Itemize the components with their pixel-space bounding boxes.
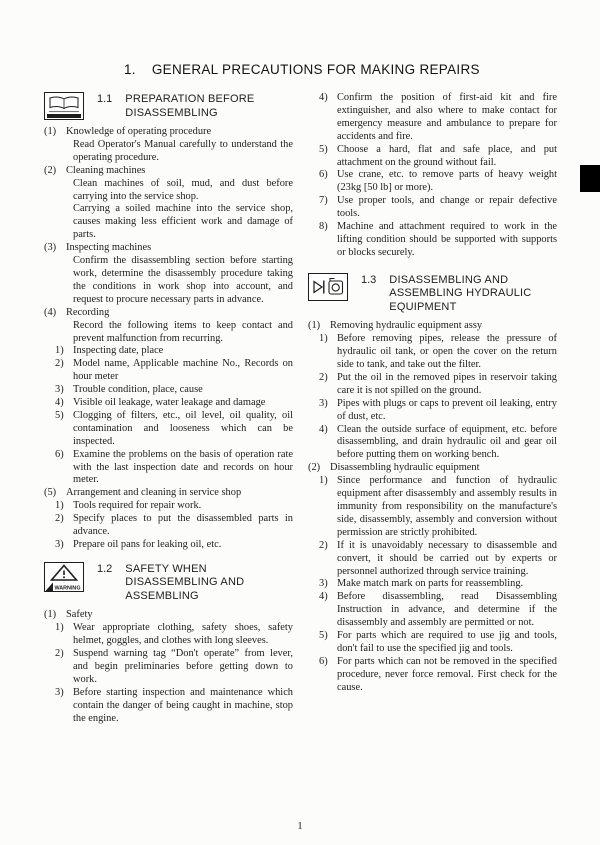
- hydraulic-equipment-icon: [308, 273, 348, 301]
- list-item: [44, 126, 293, 139]
- section-title: [125, 562, 244, 604]
- list-item: [55, 513, 293, 539]
- list-item: [319, 92, 557, 144]
- item-text: Removing hydraulic equipment assy: [330, 320, 483, 332]
- item-marker: 3): [55, 686, 64, 698]
- item-text: Read Operator's Manual carefully to understand the operating procedure.: [73, 138, 293, 163]
- item-marker: 4): [319, 92, 328, 103]
- list-item: [73, 320, 293, 346]
- item-marker: 2): [55, 358, 64, 370]
- warning-triangle-icon: [44, 562, 84, 592]
- column-right: [308, 92, 557, 726]
- item-marker: 6): [319, 655, 328, 667]
- open-book-icon: [44, 92, 84, 120]
- item-marker: (4): [44, 306, 57, 318]
- section-number: 1.1: [97, 93, 113, 105]
- list-item: [55, 687, 293, 726]
- item-text: Before removing pipes, release the pressure of hydraulic oil tank, or open the cover on the return side to tank, and take out the filter.: [337, 333, 557, 370]
- item-marker: (1): [308, 320, 321, 332]
- list-item: [55, 622, 293, 648]
- item-marker: 4): [55, 397, 64, 409]
- list-item: [319, 475, 557, 540]
- list-item: [44, 609, 293, 622]
- item-marker: 6): [55, 448, 64, 460]
- item-marker: 7): [319, 195, 328, 207]
- title-number: 1.: [124, 62, 136, 77]
- section-header-1-3: [308, 273, 557, 315]
- item-marker: 1): [55, 500, 64, 512]
- item-marker: 1): [319, 333, 328, 345]
- item-text: Carrying a soiled machine into the service shop, causes making less efficient work and damage of parts.: [73, 203, 293, 241]
- section-1-1-list: [44, 126, 293, 552]
- item-marker: 3): [55, 539, 64, 550]
- item-text: Confirm the position of first-aid kit and fire extinguisher, and also where to make contact for emergency measure and ambulance to prepare for accidents and fire.: [337, 92, 557, 142]
- item-marker: 4): [319, 591, 328, 603]
- item-marker: 1): [55, 622, 64, 634]
- warning-icon-label: WARNING: [54, 585, 81, 592]
- list-item: [44, 487, 293, 500]
- list-item: [319, 372, 557, 398]
- item-text: Clean machines of soil, mud, and dust before carrying into the service shop.: [73, 177, 293, 202]
- section-title: [389, 273, 531, 315]
- item-text: Before starting inspection and maintenance which contain the danger of being caught in machine, stop the engine.: [73, 686, 293, 724]
- two-column-body: [44, 92, 557, 726]
- list-item: [319, 333, 557, 372]
- item-text: Safety: [66, 609, 93, 621]
- list-item: [44, 165, 293, 178]
- section-1-2-list-left: [44, 609, 293, 725]
- item-marker: 2): [319, 539, 328, 551]
- section-title-line: PREPARATION BEFORE: [125, 93, 255, 105]
- list-item: [55, 648, 293, 687]
- item-text: Pipes with plugs or caps to prevent oil leaking, entry of dust, etc.: [337, 397, 557, 422]
- list-item: [319, 144, 557, 170]
- list-item: [55, 410, 293, 449]
- item-marker: 5): [319, 143, 328, 155]
- item-text: Use crane, etc. to remove parts of heavy weight (23kg [50 lb] or more).: [337, 169, 557, 194]
- item-text: Arrangement and cleaning in service shop: [66, 487, 242, 499]
- item-text: Inspecting date, place: [73, 345, 164, 357]
- list-item: [44, 307, 293, 320]
- item-text: Specify places to put the disassembled parts in advance.: [73, 513, 293, 538]
- list-item: [55, 500, 293, 513]
- item-marker: (3): [44, 242, 57, 254]
- section-title-line: SAFETY WHEN: [125, 562, 207, 575]
- item-text: Wear appropriate clothing, safety shoes, safety helmet, goggles, and clothes with long sleeves.: [73, 622, 293, 647]
- item-text: Visible oil leakage, water leakage and damage: [73, 397, 266, 409]
- item-marker: 2): [55, 648, 64, 660]
- item-text: Trouble condition, place, cause: [73, 384, 203, 396]
- item-marker: 5): [319, 630, 328, 642]
- section-header-1-1: [44, 92, 293, 120]
- item-text: Put the oil in the removed pipes in reservoir taking care it is not spilled on the ground.: [337, 371, 557, 396]
- item-text: Choose a hard, flat and safe place, and put attachment on the ground without fail.: [337, 143, 557, 168]
- list-item: [319, 656, 557, 695]
- item-text: Clean the outside surface of equipment, etc. before disassembling, and drain hydraulic oil and gear oil before putting them on working bench.: [337, 423, 557, 461]
- item-marker: 3): [319, 397, 328, 409]
- list-item: [55, 345, 293, 358]
- item-text: Knowledge of operating procedure: [66, 126, 212, 137]
- list-item: [73, 255, 293, 307]
- list-item: [319, 424, 557, 463]
- list-item: [319, 169, 557, 195]
- item-text: Since performance and function of hydraulic equipment after disassembly and assembly results in immunity from responsibility on the manufacture's side, disassembly, assembly and conversion without permission are strictly prohibited.: [337, 475, 557, 538]
- item-text: Make match mark on parts for reassembling.: [337, 578, 524, 590]
- item-text: Confirm the disassembling section before starting work, determine the disassembly procedure taking the conditions in work shop into account, and request to procure necessary parts in advance.: [73, 255, 293, 305]
- list-item: [55, 397, 293, 410]
- section-number: 1.2: [97, 562, 113, 575]
- item-text: Use proper tools, and change or repair defective tools.: [337, 195, 557, 220]
- section-title-line: ASSEMBLING HYDRAULIC: [389, 287, 532, 300]
- item-text: Before disassembling, read Disassembling Instruction in advance, and determine if the disassembly and assembly are permitted or not.: [337, 591, 557, 629]
- page-number: 1: [297, 821, 303, 832]
- item-text: Record the following items to keep contact and prevent malfunction from recurring.: [73, 319, 293, 344]
- section-title-line: EQUIPMENT: [389, 300, 457, 313]
- item-marker: (5): [44, 487, 57, 499]
- item-text: If it is unavoidably necessary to disassemble and convert, it should be carried out by experts or personnel authorized through service training.: [337, 539, 557, 577]
- item-marker: 3): [319, 578, 328, 590]
- list-item: [308, 320, 557, 333]
- list-item: [73, 139, 293, 165]
- list-item: [319, 398, 557, 424]
- item-text: Machine and attachment required to work in the lifting condition should be supported with supports or blocks securely.: [337, 221, 557, 258]
- item-text: Examine the problems on the basis of operation rate with the last inspection date and records on hour meter.: [73, 448, 293, 486]
- item-text: Prepare oil pans for leaking oil, etc.: [73, 539, 222, 550]
- item-marker: 8): [319, 221, 328, 233]
- page-title: [124, 62, 480, 77]
- item-marker: (1): [44, 609, 57, 621]
- section-title-line: DISASSEMBLING: [125, 106, 218, 119]
- item-text: For parts which are required to use jig and tools, don't fail to use the specified jig and tools.: [337, 630, 557, 654]
- item-text: Cleaning machines: [66, 164, 146, 176]
- item-text: Suspend warning tag “Don't operate” from lever, and begin preliminaries before getting down to work.: [73, 648, 293, 685]
- list-item: [55, 358, 293, 384]
- title-text: GENERAL PRECAUTIONS FOR MAKING REPAIRS: [151, 62, 480, 77]
- item-marker: 1): [319, 475, 328, 487]
- edge-index-tab: [580, 165, 600, 192]
- section-title-line: DISASSEMBLING AND: [125, 576, 245, 589]
- item-text: Inspecting machines: [66, 242, 152, 254]
- section-header-1-2: [44, 562, 293, 604]
- item-text: Model name, Applicable machine No., Records on hour meter: [73, 358, 293, 383]
- item-text: Clogging of filters, etc., oil level, oil quality, oil contamination and looseness which can be inspected.: [73, 409, 293, 447]
- list-item: [319, 195, 557, 221]
- item-marker: 1): [55, 345, 64, 357]
- item-text: Disassembling hydraulic equipment: [330, 462, 480, 474]
- section-title: [125, 92, 254, 120]
- item-marker: 5): [55, 409, 64, 421]
- item-marker: (2): [44, 164, 57, 176]
- list-item: [73, 178, 293, 204]
- list-item: [44, 242, 293, 255]
- item-text: Tools required for repair work.: [73, 500, 202, 512]
- item-marker: 4): [319, 423, 328, 435]
- list-item: [319, 578, 557, 591]
- section-number: 1.3: [361, 273, 377, 286]
- column-left: [44, 92, 293, 726]
- list-item: [73, 203, 293, 242]
- section-title-line: DISASSEMBLING AND: [389, 273, 509, 286]
- item-marker: (2): [308, 462, 321, 474]
- item-marker: 6): [319, 169, 328, 181]
- list-item: [319, 591, 557, 630]
- item-marker: 2): [319, 371, 328, 383]
- list-item: [55, 539, 293, 552]
- section-title-line: ASSEMBLING: [125, 589, 199, 602]
- section-1-3-list: [308, 320, 557, 694]
- item-marker: 2): [55, 513, 64, 525]
- list-item: [55, 449, 293, 488]
- item-text: Recording: [66, 306, 110, 318]
- list-item: [319, 221, 557, 260]
- list-item: [55, 384, 293, 397]
- list-item: [319, 630, 557, 656]
- item-text: For parts which can not be removed in the specified procedure, never force removal. First check for the cause.: [337, 655, 557, 693]
- item-marker: 3): [55, 384, 64, 396]
- list-item: [319, 540, 557, 579]
- section-1-2-list-right: [308, 92, 557, 260]
- list-item: [308, 462, 557, 475]
- item-marker: (1): [44, 126, 57, 137]
